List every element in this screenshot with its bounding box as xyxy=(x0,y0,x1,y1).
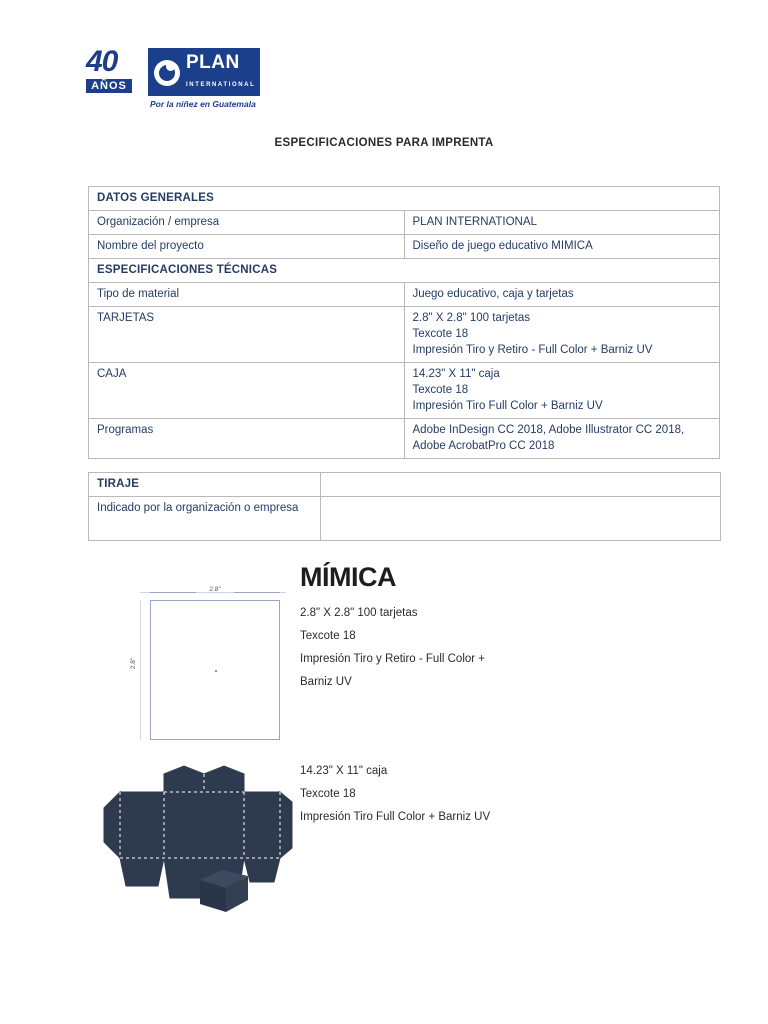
box-spec-lines xyxy=(300,760,550,829)
plan-brand-name: PLAN xyxy=(186,52,240,73)
row-label: TARJETAS xyxy=(89,307,405,363)
value-line: 14.23" X 11" caja xyxy=(412,368,500,380)
row-value xyxy=(404,419,720,459)
table-row xyxy=(89,283,720,307)
anniversary-logo xyxy=(86,45,138,93)
table-row xyxy=(89,497,721,541)
table-row xyxy=(89,187,720,211)
row-value: Diseño de juego educativo MIMICA xyxy=(404,235,720,259)
row-value xyxy=(404,307,720,363)
value-line: Texcote 18 xyxy=(412,384,469,396)
plan-logo-box xyxy=(148,48,260,96)
row-label: Organización / empresa xyxy=(89,211,405,235)
table-tiraje xyxy=(88,472,721,541)
table-row xyxy=(89,235,720,259)
plan-wordmark xyxy=(186,54,255,91)
box-spec-line: 14.23" X 11" caja xyxy=(300,765,388,777)
table-row xyxy=(89,259,720,283)
card-outline xyxy=(150,600,280,740)
plan-brand-sub: INTERNATIONAL xyxy=(186,82,256,88)
page-title: ESPECIFICACIONES PARA IMPRENTA xyxy=(274,137,494,149)
plan-international-logo xyxy=(86,45,260,109)
card-height-dimension: 2.8" xyxy=(130,657,138,670)
row-value: PLAN INTERNATIONAL xyxy=(404,211,720,235)
card-guide-vertical xyxy=(140,600,141,740)
anniversary-number: 40 xyxy=(86,45,118,78)
table-row xyxy=(89,211,720,235)
plan-globe-icon xyxy=(154,60,180,86)
value-line: Adobe InDesign CC 2018, Adobe Illustrator CC 2018, xyxy=(412,424,685,436)
row-value xyxy=(404,363,720,419)
table-datos-generales xyxy=(88,186,720,259)
table-row xyxy=(89,473,721,497)
card-spec-line: 2.8" X 2.8" 100 tarjetas xyxy=(300,607,418,619)
artwork-title: MÍMICA xyxy=(300,562,396,592)
row-label: Programas xyxy=(89,419,405,459)
row-label: Tipo de material xyxy=(89,283,405,307)
row-label: Nombre del proyecto xyxy=(89,235,405,259)
table-row xyxy=(89,363,720,419)
table-header-cell: ESPECIFICACIONES TÉCNICAS xyxy=(89,259,720,283)
row-value xyxy=(321,497,721,541)
table-row xyxy=(89,307,720,363)
plan-logo-group xyxy=(148,48,260,109)
table-row xyxy=(89,419,720,459)
value-line: Juego educativo, caja y tarjetas xyxy=(412,288,574,300)
value-line: Texcote 18 xyxy=(412,328,469,340)
table-especificaciones-tecnicas xyxy=(88,258,720,459)
table-header-cell: DATOS GENERALES xyxy=(89,187,720,211)
row-value xyxy=(404,283,720,307)
table-header-empty-cell xyxy=(321,473,721,497)
value-line: Impresión Tiro Full Color + Barniz UV xyxy=(412,400,603,412)
value-line: 2.8" X 2.8" 100 tarjetas xyxy=(412,312,530,324)
row-label: CAJA xyxy=(89,363,405,419)
anniversary-word: AÑOS xyxy=(86,79,132,93)
box-spec-line: Texcote 18 xyxy=(300,788,356,800)
card-spec-lines xyxy=(300,602,540,694)
box-3d-preview xyxy=(198,866,250,914)
box-spec-line: Impresión Tiro Full Color + Barniz UV xyxy=(300,811,491,823)
card-spec-line: Texcote 18 xyxy=(300,630,356,642)
row-label: Indicado por la organización o empresa xyxy=(89,497,321,541)
artwork-section xyxy=(90,548,570,940)
table-header-cell: TIRAJE xyxy=(89,473,321,497)
value-line: Impresión Tiro y Retiro - Full Color + Barniz UV xyxy=(412,344,653,356)
card-spec-line: Barniz UV xyxy=(300,676,352,688)
card-spec-line: Impresión Tiro y Retiro - Full Color + xyxy=(300,653,486,665)
card-width-dimension: 2.8" xyxy=(150,586,280,593)
value-line: Adobe AcrobatPro CC 2018 xyxy=(412,440,555,452)
plan-tagline: Por la niñez en Guatemala xyxy=(150,99,256,109)
